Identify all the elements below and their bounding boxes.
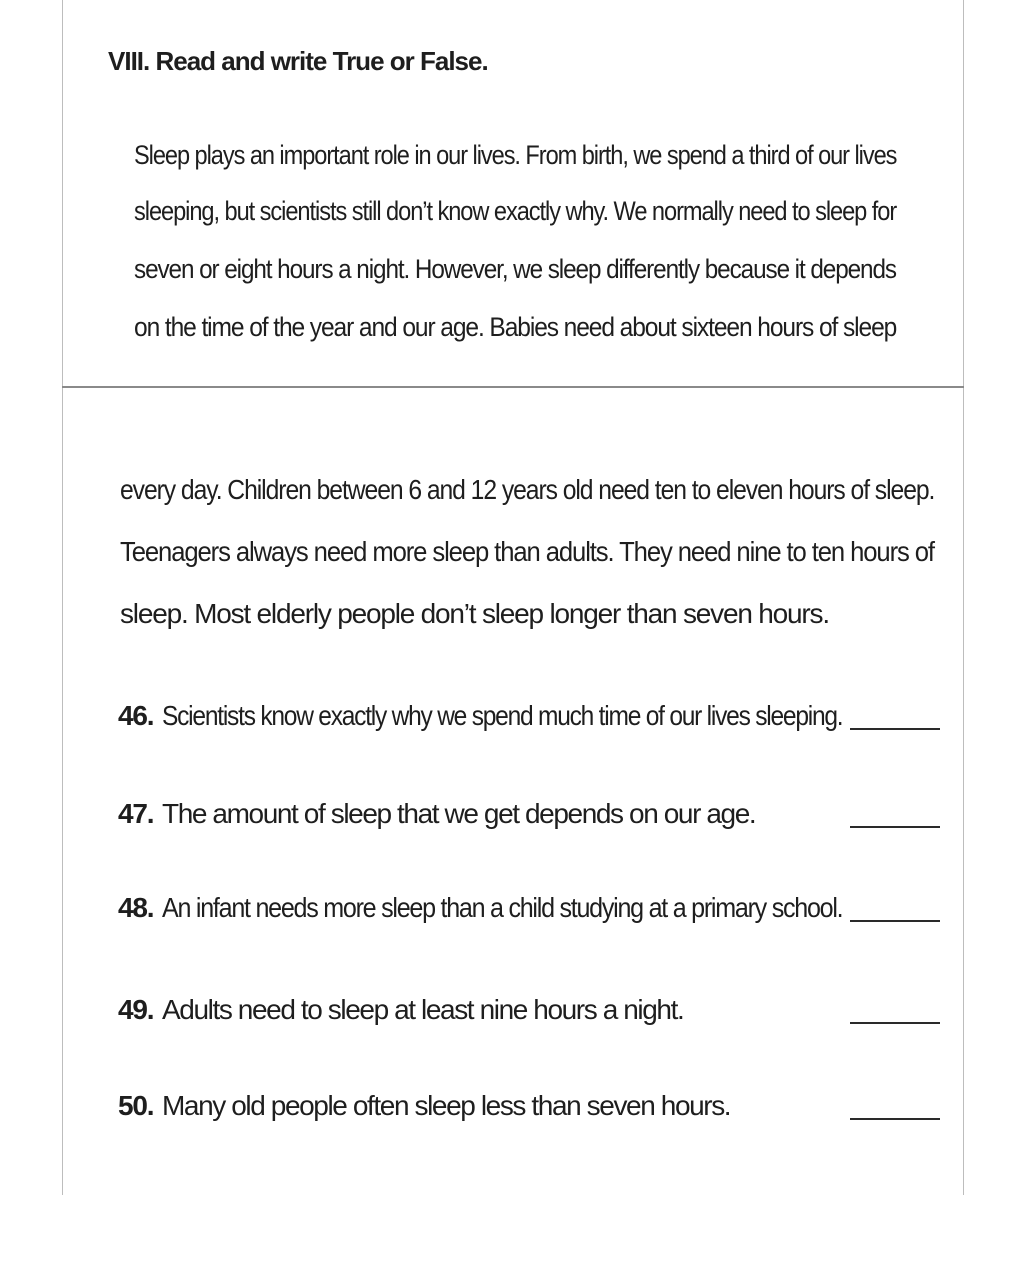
question-item	[118, 994, 940, 1034]
question-item	[118, 700, 940, 740]
question-number: 49.	[118, 994, 154, 1025]
page-divider	[62, 386, 964, 388]
answer-blank[interactable]	[850, 920, 940, 922]
answer-blank[interactable]	[850, 1118, 940, 1120]
question-text: An infant needs more sleep than a child studying at a primary school.	[162, 892, 843, 923]
passage-line: sleep. Most elderly people don’t sleep longer than seven hours.	[120, 598, 829, 629]
exercise-heading: VIII. Read and write True or False.	[108, 46, 488, 76]
answer-blank[interactable]	[850, 826, 940, 828]
question-item	[118, 798, 940, 838]
passage-line: sleeping, but scientists still don’t know exactly why. We normally need to sleep for	[134, 196, 897, 226]
question-number: 50.	[118, 1090, 154, 1121]
passage-line: Teenagers always need more sleep than adults. They need nine to ten hours of	[120, 536, 934, 567]
question-item	[118, 1090, 940, 1130]
passage-line: on the time of the year and our age. Babies need about sixteen hours of sleep	[134, 312, 897, 342]
question-text: Many old people often sleep less than seven hours.	[162, 1090, 731, 1121]
answer-blank[interactable]	[850, 728, 940, 730]
question-text: Scientists know exactly why we spend much time of our lives sleeping.	[162, 700, 843, 731]
answer-blank[interactable]	[850, 1022, 940, 1024]
passage-line: seven or eight hours a night. However, we sleep differently because it depends	[134, 254, 896, 284]
question-number: 48.	[118, 892, 154, 923]
question-number: 47.	[118, 798, 154, 829]
passage-line: Sleep plays an important role in our lives. From birth, we spend a third of our lives	[134, 140, 897, 170]
question-item	[118, 892, 940, 932]
question-text: The amount of sleep that we get depends on our age.	[162, 798, 756, 829]
question-text: Adults need to sleep at least nine hours a night.	[162, 994, 684, 1025]
passage-line: every day. Children between 6 and 12 years old need ten to eleven hours of sleep.	[120, 474, 935, 505]
question-number: 46.	[118, 700, 154, 731]
